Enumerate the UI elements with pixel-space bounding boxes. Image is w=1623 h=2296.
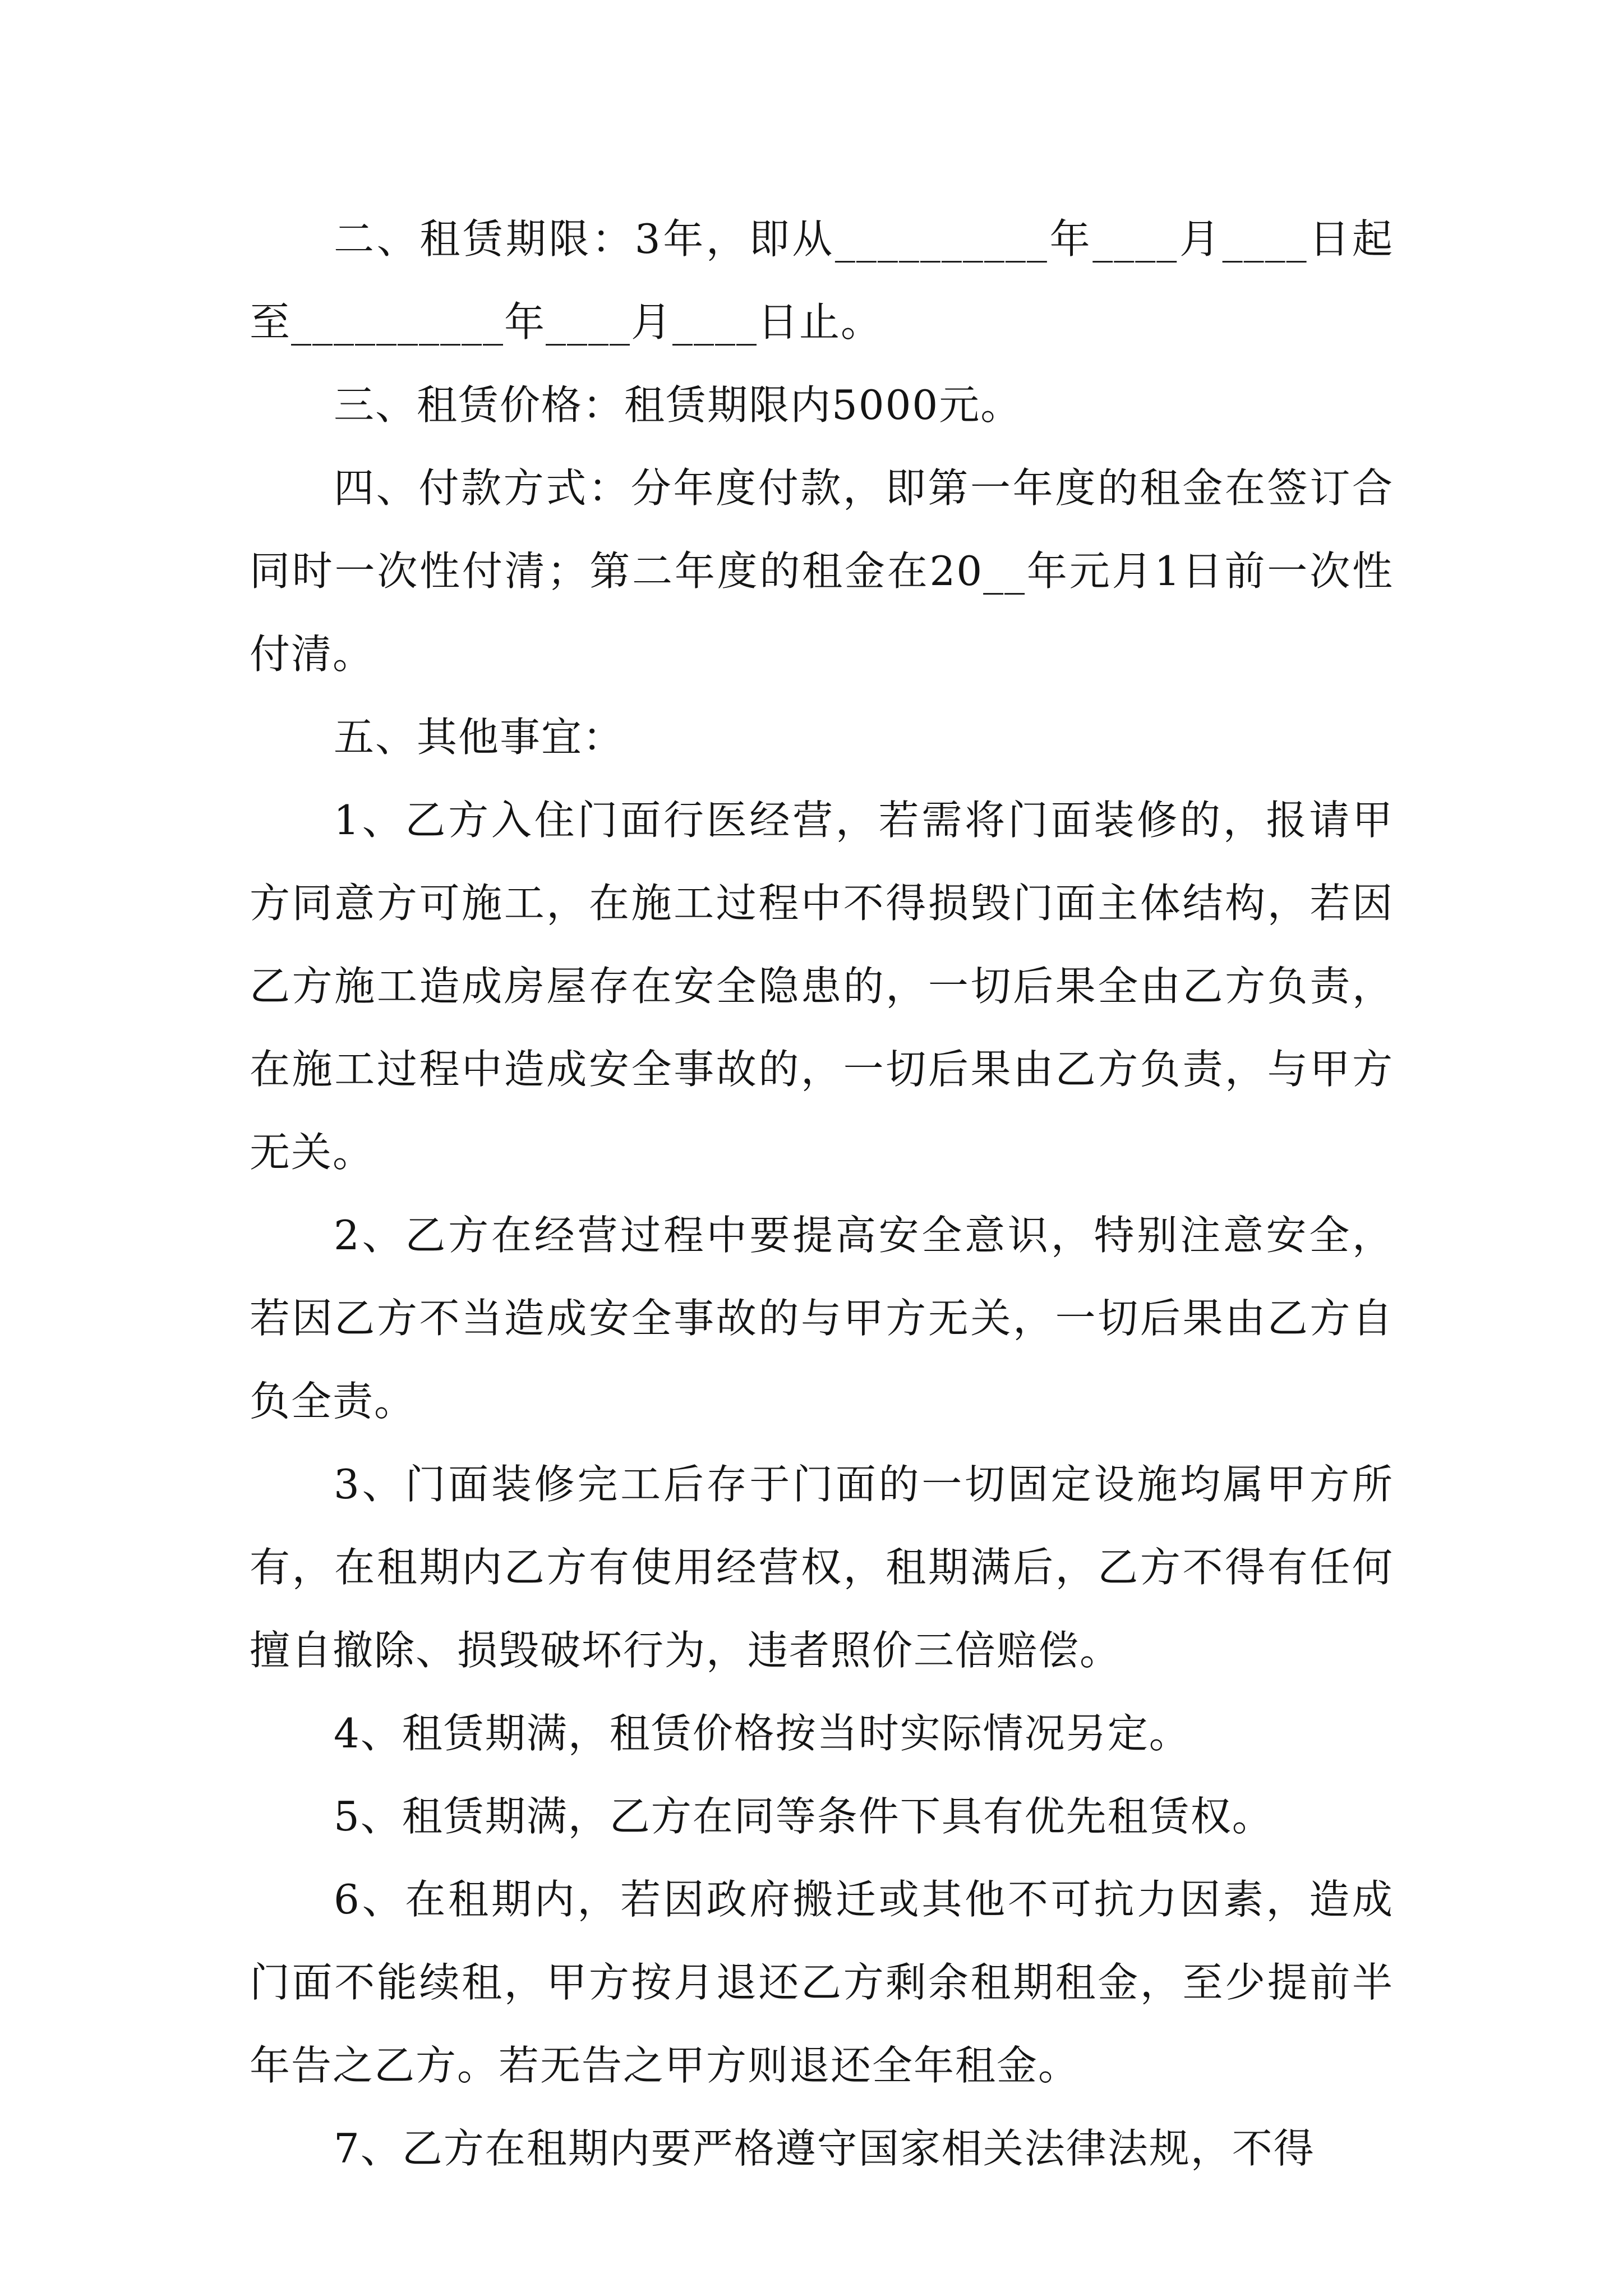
clause-other-matters-heading: 五、其他事宜： — [334, 714, 625, 761]
clause-item-7: 7、乙方在租期内要严格遵守国家相关法律法规，不得 — [334, 2125, 1315, 2172]
clause-lease-price: 三、租赁价格：租赁期限内5000元。 — [334, 381, 1022, 429]
clause-item-4: 4、租赁期满，租赁价格按当时实际情况另定。 — [334, 1710, 1191, 1757]
clause-item-5: 5、租赁期满，乙方在同等条件下具有优先租赁权。 — [334, 1793, 1274, 1840]
clause-item-1: 1、乙方入住门面行医经营，若需将门面装修的，报请甲方同意方可施工，在施工过程中不得损毁门面主体结构，若因乙方施工造成房屋存在安全隐患的，一切后果全由乙方负责，在施工过程中造成安全事故的，一切后果由乙方负责，与甲方无关。 — [250, 797, 1394, 1176]
clause-item-2: 2、乙方在经营过程中要提高安全意识，特别注意安全，若因乙方不当造成安全事故的与甲方无关，一切后果由乙方自负全责。 — [250, 1212, 1394, 1425]
clause-item-6: 6、在租期内，若因政府搬迁或其他不可抗力因素，造成门面不能续租，甲方按月退还乙方剩余租期租金，至少提前半年告之乙方。若无告之甲方则退还全年租金。 — [250, 1876, 1394, 2089]
clause-lease-term: 二、租赁期限：3年，即从__________年____月____日起至__________年____月____日止。 — [250, 215, 1394, 346]
clause-payment-method: 四、付款方式：分年度付款，即第一年度的租金在签订合同时一次性付清；第二年度的租金在20__年元月1日前一次性付清。 — [250, 464, 1394, 678]
clause-item-3: 3、门面装修完工后存于门面的一切固定设施均属甲方所有，在租期内乙方有使用经营权，租期满后，乙方不得有任何擅自撤除、损毁破坏行为，违者照价三倍赔偿。 — [250, 1461, 1394, 1674]
document-body — [250, 197, 1394, 2190]
